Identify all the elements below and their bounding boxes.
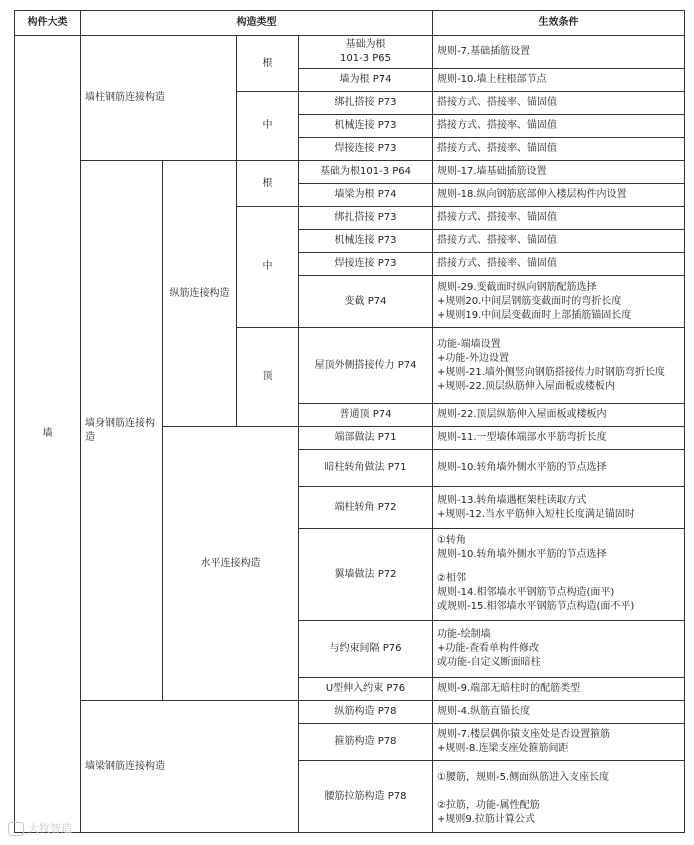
condition-cell: 规则-9.端部无暗柱时的配筋类型 xyxy=(433,678,685,701)
group-wall-body: 墙身钢筋连接构造 xyxy=(81,161,163,701)
condition-cell: ②相邻 规则-14.相邻墙水平钢筋节点构造(面平) 或规则-15.相邻墙水平钢筋节点构造(面不平) xyxy=(433,567,685,621)
group-wall-beam: 墙梁钢筋连接构造 xyxy=(81,701,299,833)
type-cell: 基础为根101-3 P64 xyxy=(299,161,433,184)
type-cell: 机械连接 P73 xyxy=(299,115,433,138)
type-cell: 绑扎搭接 P73 xyxy=(299,207,433,230)
header-condition: 生效条件 xyxy=(433,11,685,36)
type-cell: U型伸入约束 P76 xyxy=(299,678,433,701)
condition-cell: 规则-7.楼层偶你猿支座处是否设置箍筋 +规则-8.连梁支座处箍筋间距 xyxy=(433,724,685,761)
type-cell: 纵筋构造 P78 xyxy=(299,701,433,724)
condition-cell: 规则-10.墙上柱根部节点 xyxy=(433,69,685,92)
condition-cell: 搭接方式、搭接率、锚固值 xyxy=(433,230,685,253)
header-category: 构件大类 xyxy=(15,11,81,36)
watermark-text: 大牧智造 xyxy=(28,822,72,835)
type-cell: 机械连接 P73 xyxy=(299,230,433,253)
condition-cell: 功能-绘制墙 +功能-查看单构件修改 或功能-自定义断面暗柱 xyxy=(433,621,685,678)
type-cell: 基础为根 101-3 P65 xyxy=(299,36,433,69)
condition-cell: 规则-17.墙基础插筋设置 xyxy=(433,161,685,184)
condition-cell: 规则-7.基础插筋设置 xyxy=(433,36,685,69)
condition-cell: 规则-13.转角墙遇框架柱读取方式 +规则-12.当水平筋伸入短柱长度满足锚固时 xyxy=(433,487,685,529)
type-cell: 普通顶 P74 xyxy=(299,404,433,427)
category-wall: 墙 xyxy=(15,36,81,833)
rebar-connection-table xyxy=(14,10,685,833)
group-wall-column: 墙柱钢筋连接构造 xyxy=(81,36,237,161)
condition-cell: 搭接方式、搭接率、锚固值 xyxy=(433,138,685,161)
condition-cell: 搭接方式、搭接率、锚固值 xyxy=(433,253,685,276)
watermark-logo-icon xyxy=(8,822,24,836)
type-cell: 端部做法 P71 xyxy=(299,427,433,450)
condition-cell: 搭接方式、搭接率、锚固值 xyxy=(433,207,685,230)
condition-cell: 功能-端墙设置 +功能-外边设置 +规则-21.墙外侧竖向钢筋搭接传力时钢筋弯折长度 +规则-22.顶层纵筋伸入屋面板或楼板内 xyxy=(433,328,685,404)
type-cell: 暗柱转角做法 P71 xyxy=(299,450,433,487)
type-cell: 屋顶外侧搭接传力 P74 xyxy=(299,328,433,404)
pos-top: 顶 xyxy=(237,328,299,427)
type-cell: 焊接连接 P73 xyxy=(299,253,433,276)
type-cell: 变截 P74 xyxy=(299,276,433,328)
condition-cell: ②拉筋，功能-属性配筋 +规则9.拉筋计算公式 xyxy=(433,795,685,833)
condition-cell: 规则-18.纵向钢筋底部伸入楼层构件内设置 xyxy=(433,184,685,207)
group-horizontal-connection: 水平连接构造 xyxy=(163,427,299,701)
condition-cell: 规则-29.变截面时纵向钢筋配筋选择 +规则20.中间层钢筋变截面时的弯折长度 +规则19.中间层变截面时上部插筋锚固长度 xyxy=(433,276,685,328)
pos-root: 根 xyxy=(237,36,299,92)
pos-mid: 中 xyxy=(237,92,299,161)
type-cell: 绑扎搭接 P73 xyxy=(299,92,433,115)
type-cell: 焊接连接 P73 xyxy=(299,138,433,161)
pos-mid: 中 xyxy=(237,207,299,328)
type-cell: 与约束间隔 P76 xyxy=(299,621,433,678)
pos-root: 根 xyxy=(237,161,299,207)
type-cell: 腰筋拉筋构造 P78 xyxy=(299,761,433,833)
group-vertical-connection: 纵筋连接构造 xyxy=(163,161,237,427)
condition-cell: 规则-10.转角墙外侧水平筋的节点选择 xyxy=(433,450,685,487)
condition-cell: 规则-4.纵筋直锚长度 xyxy=(433,701,685,724)
condition-cell: 搭接方式、搭接率、锚固值 xyxy=(433,92,685,115)
watermark xyxy=(8,820,72,836)
type-cell: 墙为根 P74 xyxy=(299,69,433,92)
condition-cell: 规则-22.顶层纵筋伸入屋面板或楼板内 xyxy=(433,404,685,427)
type-cell: 箍筋构造 P78 xyxy=(299,724,433,761)
condition-cell: ①腰筋，规则-5.侧面纵筋进入支座长度 xyxy=(433,761,685,795)
condition-cell: 规则-11.一型墙体端部水平筋弯折长度 xyxy=(433,427,685,450)
type-cell: 墙梁为根 P74 xyxy=(299,184,433,207)
type-cell: 翼墙做法 P72 xyxy=(299,529,433,621)
header-construction-type: 构造类型 xyxy=(81,11,433,36)
condition-cell: 搭接方式、搭接率、锚固值 xyxy=(433,115,685,138)
type-cell: 端柱转角 P72 xyxy=(299,487,433,529)
condition-cell: ①转角 规则-10.转角墙外侧水平筋的节点选择 xyxy=(433,529,685,567)
